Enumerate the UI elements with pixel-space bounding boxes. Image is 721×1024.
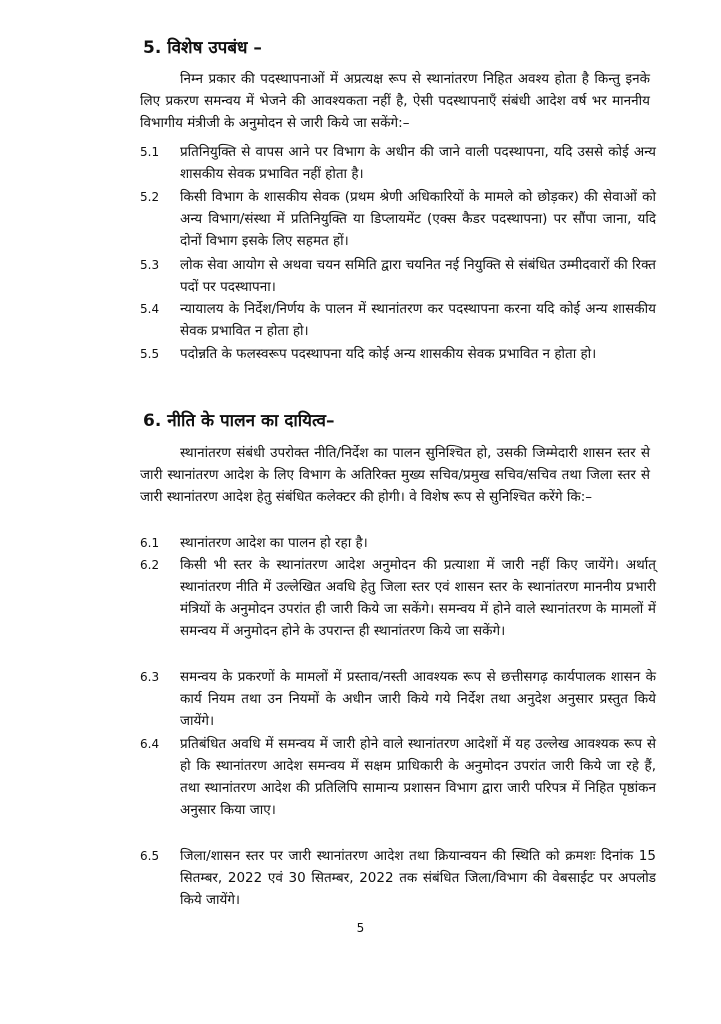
- item-number: 5.3: [140, 258, 160, 272]
- list-item-6-3: [140, 666, 656, 732]
- list-item-5-4: [140, 298, 656, 342]
- list-item-5-3: [140, 254, 656, 298]
- item-text: किसी विभाग के शासकीय सेवक (प्रथम श्रेणी अधिकारियों के मामले को छोड़कर) की सेवाओं को अन्य विभाग/संस्था में प्रतिनियुक्ति या डिप्लायमेंट (एक्स कैडर पदस्थापना) पर सौंपा जाना, यदि दोनों विभाग इसके लिए सहमत हों।: [180, 189, 656, 249]
- item-text: प्रतिबंधित अवधि में समन्वय में जारी होने वाले स्थानांतरण आदेशों में यह उल्लेख आवश्यक रूप से हो कि स्थानांतरण आदेश समन्वय में सक्षम प्राधिकारी के अनुमोदन उपरांत जारी किये जा रहे हैं, तथा स्थानांतरण आदेश की प्रतिलिपि सामान्य प्रशासन विभाग द्वारा जारी परिपत्र में निहित पृष्ठांकन अनुसार किया जाए।: [180, 736, 656, 818]
- item-number: 5.2: [140, 190, 160, 204]
- list-item-6-4: [140, 733, 656, 821]
- list-item-6-5: [140, 845, 656, 911]
- list-item-5-5: [140, 343, 656, 365]
- list-item-5-1: [140, 141, 656, 185]
- list-item-6-1: [140, 532, 656, 554]
- item-text: किसी भी स्तर के स्थानांतरण आदेश अनुमोदन की प्रत्याशा में जारी नहीं किए जायेंगे। अर्थात् स्थानांतरण नीति में उल्लेखित अवधि हेतु जिला स्तर एवं शासन स्तर के स्थानांतरण माननीय प्रभारी मंत्रियों के अनुमोदन उपरांत ही जारी किये जा सकेंगे। समन्वय में होने वाले स्थानांतरण के मामलों में समन्वय में अनुमोदन होने के उपरान्त ही स्थानांतरण किये जा सकेंगे।: [180, 557, 656, 639]
- item-number: 6.3: [140, 670, 160, 684]
- item-number: 6.2: [140, 558, 160, 572]
- page-number: 5: [356, 921, 365, 935]
- item-text: लोक सेवा आयोग से अथवा चयन समिति द्वारा चयनित नई नियुक्ति से संबंधित उम्मीदवारों की रिक्त पदों पर पदस्थापना।: [180, 257, 656, 295]
- item-number: 5.5: [140, 347, 160, 361]
- section-6-intro: स्थानांतरण संबंधी उपरोक्त नीति/निर्देश का पालन सुनिश्चित हो, उसकी जिम्मेदारी शासन स्तर से जारी स्थानांतरण आदेश के लिए विभाग के अतिरिक्त मुख्य सचिव/प्रमुख सचिव/सचिव तथा जिला स्तर से जारी स्थानांतरण आदेश हेतु संबंधित कलेक्टर की होगी। वे विशेष रूप से सुनिश्चित करेंगे कि:–: [140, 445, 650, 505]
- list-item-5-2: [140, 186, 656, 252]
- item-number: 5.4: [140, 302, 160, 316]
- item-text: जिला/शासन स्तर पर जारी स्थानांतरण आदेश तथा क्रियान्वयन की स्थिति को क्रमशः दिनांक 15 सितम्बर, 2022 एवं 30 सितम्बर, 2022 तक संबंधित जिला/विभाग की वेबसाईट पर अपलोड किये जायेंगे।: [180, 848, 656, 908]
- section-5-heading: 5. विशेष उपबंध –: [143, 38, 262, 58]
- item-text: स्थानांतरण आदेश का पालन हो रहा है।: [180, 535, 368, 551]
- item-text: प्रतिनियुक्ति से वापस आने पर विभाग के अधीन की जाने वाली पदस्थापना, यदि उससे कोई अन्य शासकीय सेवक प्रभावित नहीं होता है।: [180, 144, 656, 182]
- item-text: समन्वय के प्रकरणों के मामलों में प्रस्ताव/नस्ती आवश्यक रूप से छत्तीसगढ़ कार्यपालक शासन के कार्य नियम तथा उन नियमों के अधीन जारी किये गये निर्देश तथा अनुदेश अनुसार प्रस्तुत किये जायेंगे।: [180, 669, 656, 729]
- item-number: 5.1: [140, 145, 160, 159]
- section-6-heading: 6. नीति के पालन का दायित्व–: [143, 411, 335, 431]
- item-text: न्यायालय के निर्देश/निर्णय के पालन में स्थानांतरण कर पदस्थापना करना यदि कोई अन्य शासकीय सेवक प्रभावित न होता हो।: [180, 301, 656, 339]
- list-item-6-2: [140, 554, 656, 642]
- item-number: 6.1: [140, 536, 160, 550]
- item-number: 6.5: [140, 849, 160, 863]
- section-5-intro: निम्न प्रकार की पदस्थापनाओं में अप्रत्यक्ष रूप से स्थानांतरण निहित अवश्य होता है किन्तु इनके लिए प्रकरण समन्वय में भेजने की आवश्यकता नहीं है, ऐसी पदस्थापनाएँ संबंधी आदेश वर्ष भर माननीय विभागीय मंत्रीजी के अनुमोदन से जारी किये जा सकेंगे:–: [140, 71, 650, 131]
- item-number: 6.4: [140, 737, 160, 751]
- item-text: पदोन्नति के फलस्वरूप पदस्थापना यदि कोई अन्य शासकीय सेवक प्रभावित न होता हो।: [180, 346, 597, 362]
